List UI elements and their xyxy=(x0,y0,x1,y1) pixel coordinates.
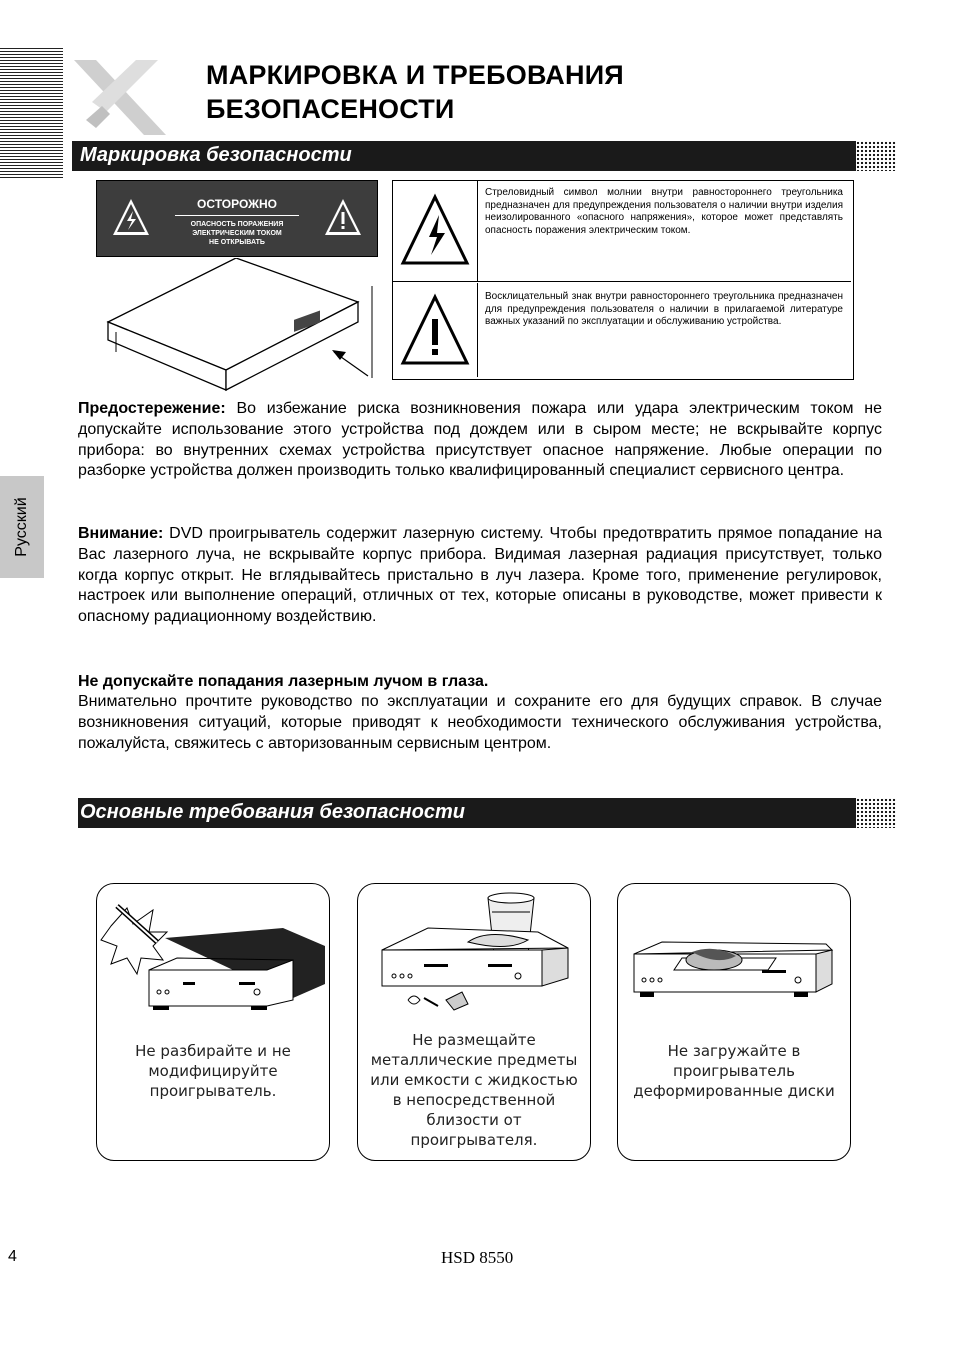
page-title-line2: БЕЗОПАСЕНОСТИ xyxy=(206,94,455,124)
divider xyxy=(175,215,299,216)
lightning-symbol-row xyxy=(393,181,851,282)
precaution-lead: Предостережение: xyxy=(78,400,226,417)
halftone-decoration xyxy=(856,141,896,171)
card-caption: Не разбирайте и не модифицируйте проигрыватель. xyxy=(135,1042,291,1100)
halftone-decoration xyxy=(856,798,896,828)
service-paragraph: Внимательно прочтите руководство по эксплуатации и сохраните его для будущих справок. В случае возникновения ситуаций, которые приводят к необходимости технического обслуживания устройства, пожалуйста, свяжитесь с авторизованным сервисным центром. xyxy=(78,693,882,752)
safety-card-liquids xyxy=(357,883,591,1161)
lightning-explanation-text: Стреловидный символ молнии внутри равностороннего треугольника предназначен для предупреждения пользователя о наличии внутри изделия неизолированного «опасного напряжения», которое может представлять опасность поражения электрическим током. xyxy=(485,187,843,236)
glass-and-metal-illustration xyxy=(358,888,590,1018)
section-heading-label: Маркировка безопасности xyxy=(80,144,352,166)
language-tab xyxy=(0,476,44,578)
exclamation-symbol-row xyxy=(393,283,851,377)
caution-text-line2: ЭЛЕКТРИЧЕСКИМ ТОКОМ xyxy=(192,230,282,237)
attention-paragraph xyxy=(78,524,882,628)
card-caption: Не размещайте металлические предметы или емкости с жидкостью в непосредственной близости от проигрывателя. xyxy=(370,1031,578,1149)
disc-tray-illustration xyxy=(618,888,850,1018)
caution-label xyxy=(96,180,378,257)
attention-text: DVD проигрыватель содержит лазерную систему. Чтобы предотвратить прямое попадание на Вас лазерного луча, не вскрывайте корпус прибора. Видимая лазерная радиация присутствует, только когда корпус открыт. Не вглядывайтесь пристально в луч лазера. Кроме того, применение регулировок, настроек или выполнение операций, отличных от тех, которые описаны в руководстве, может привести к опасному радиационному воздействию. xyxy=(78,525,882,626)
lightning-triangle-icon xyxy=(393,181,477,281)
safety-card-disassemble xyxy=(96,883,330,1161)
safety-card-discs xyxy=(617,883,851,1161)
screwdriver-player-illustration xyxy=(97,888,329,1018)
exclamation-symbol-cell xyxy=(393,283,478,377)
model-name: HSD 8550 xyxy=(441,1248,514,1267)
decorative-stripes xyxy=(0,48,63,180)
caution-title: ОСТОРОЖНО xyxy=(197,197,277,211)
attention-lead: Внимание: xyxy=(78,525,164,542)
language-tab-label: Русский xyxy=(13,497,30,557)
page-title-line1: МАРКИРОВКА И ТРЕБОВАНИЯ xyxy=(206,60,624,90)
precaution-paragraph xyxy=(78,399,882,482)
section-heading-safety-marking xyxy=(72,141,890,171)
symbol-explanation-table xyxy=(392,180,854,380)
exclamation-triangle-icon xyxy=(393,283,477,377)
page-title xyxy=(206,58,624,126)
card-caption: Не загружайте в проигрыватель деформированные диски xyxy=(633,1042,835,1100)
lightning-symbol-cell xyxy=(393,181,478,281)
section-heading-label: Основные требования безопасности xyxy=(80,801,465,823)
exclamation-explanation-text: Восклицательный знак внутри равностороннего треугольника предназначен для предупреждения пользователя о наличии в прилагаемой литературе важных указаний по эксплуатации и обслуживанию устройства. xyxy=(485,291,843,327)
section-heading-safety-requirements xyxy=(78,798,890,828)
caution-text-line3: НЕ ОТКРЫВАТЬ xyxy=(209,239,265,246)
precaution-text: Во избежание риска возникновения пожара или удара электрическим током не допускайте использование этого устройства под дождем или в сыром месте; не вскрывайте корпус прибора: во внутренних схемах устройства присутствует опасное напряжение. Любые операции по разборке устройства должен производить только квалифицированный специалист сервисного центра. xyxy=(78,400,882,480)
caution-text-line1: ОПАСНОСТЬ ПОРАЖЕНИЯ xyxy=(190,221,284,228)
brand-x-logo-icon xyxy=(66,50,166,140)
dvd-player-illustration xyxy=(96,258,380,394)
laser-warning-heading: Не допускайте попадания лазерным лучом в глаза. xyxy=(78,673,489,690)
exclamation-warning-icon xyxy=(323,197,363,237)
page-number: 4 xyxy=(8,1248,17,1265)
caution-text xyxy=(157,220,317,247)
